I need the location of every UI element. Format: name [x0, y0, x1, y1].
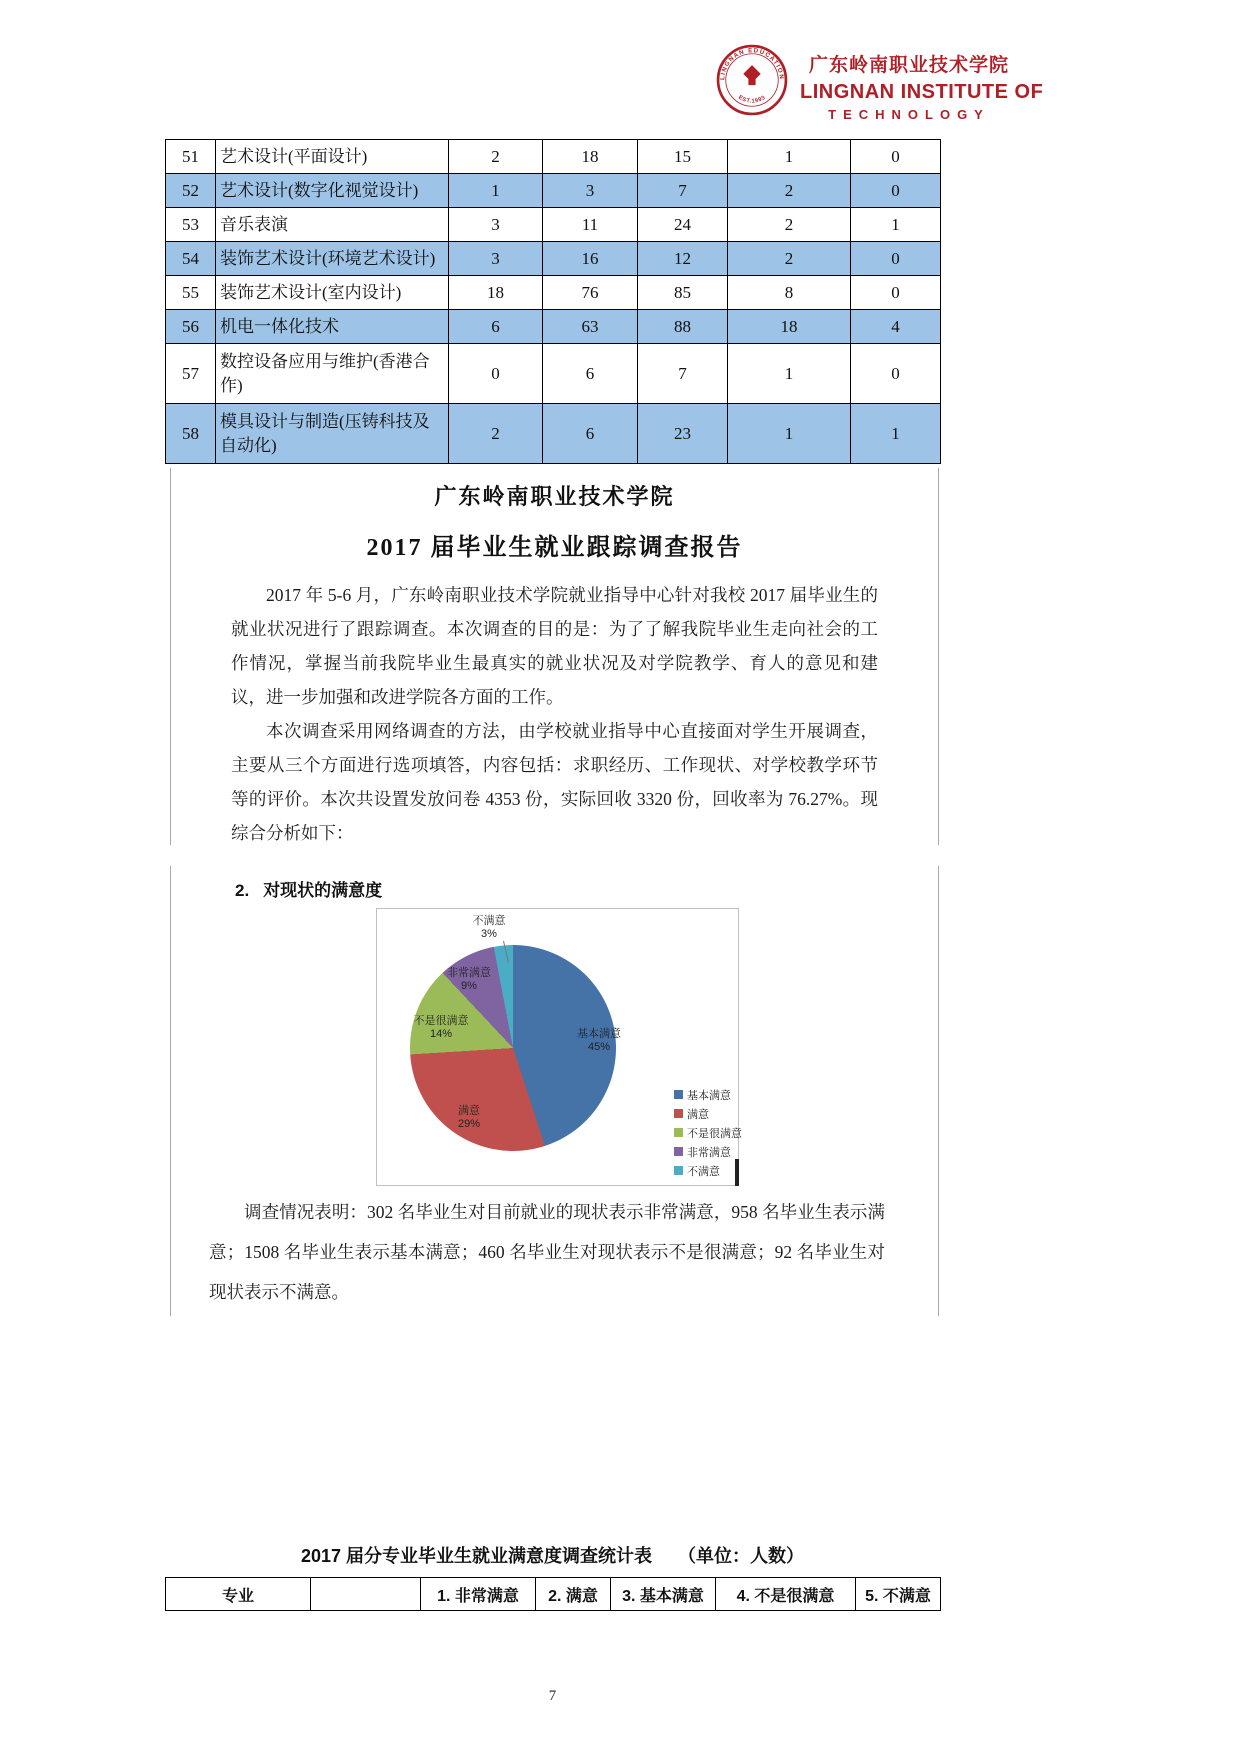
legend-item	[674, 1123, 742, 1142]
value-cell: 15	[638, 140, 728, 174]
value-cell: 1	[728, 344, 851, 404]
col-header-blank	[311, 1578, 421, 1611]
value-cell: 1	[851, 404, 941, 464]
major-name: 数控设备应用与维护(香港合作)	[216, 344, 449, 404]
value-cell: 24	[638, 208, 728, 242]
value-cell: 0	[851, 140, 941, 174]
value-cell: 76	[543, 276, 638, 310]
col-header-major: 专业	[166, 1578, 311, 1611]
pie-label-pct: 29%	[457, 1118, 481, 1130]
value-cell: 18	[543, 140, 638, 174]
value-cell: 4	[851, 310, 941, 344]
value-cell: 8	[728, 276, 851, 310]
legend-swatch	[674, 1090, 683, 1099]
embedded-scrollbar-artifact	[735, 1159, 739, 1186]
value-cell: 2	[728, 242, 851, 276]
report-paragraph-1: 2017 年 5-6 月，广东岭南职业技术学院就业指导中心针对我校 2017 届毕业生的就业状况进行了跟踪调查。本次调查的目的是：为了了解我院毕业生走向社会的工作情况，掌握当前我院毕业生最真实的就业状况及对学院教学、育人的意见和建议，进一步加强和改进学院各方面的工作。	[231, 585, 878, 707]
school-name-block	[800, 50, 1044, 122]
col-header-dissatisfied: 5. 不满意	[856, 1578, 941, 1611]
pie-label-basically-satisfied	[569, 1028, 629, 1054]
table-row	[166, 404, 941, 464]
value-cell: 23	[638, 404, 728, 464]
value-cell: 0	[851, 276, 941, 310]
row-number: 54	[166, 242, 216, 276]
major-name: 装饰艺术设计(环境艺术设计)	[216, 242, 449, 276]
col-header-not-very-satisfied: 4. 不是很满意	[716, 1578, 856, 1611]
chart-legend	[674, 1085, 742, 1180]
value-cell: 1	[449, 174, 543, 208]
value-cell: 6	[543, 404, 638, 464]
legend-label: 不满意	[687, 1165, 720, 1178]
row-number: 55	[166, 276, 216, 310]
table-row	[166, 208, 941, 242]
row-number: 53	[166, 208, 216, 242]
value-cell: 2	[728, 174, 851, 208]
legend-label: 不是很满意	[687, 1127, 742, 1140]
school-seal-logo	[716, 44, 788, 116]
satisfaction-paragraph: 调查情况表明：302 名毕业生对目前就业的现状表示非常满意，958 名毕业生表示满意；1508 名毕业生表示基本满意；460 名毕业生对现状表示不是很满意；92 名毕业生对现状表示不满意。	[209, 1202, 885, 1302]
pie-label-not-very-satisfied	[403, 1015, 479, 1041]
school-name-en-line2: TECHNOLOGY	[828, 107, 990, 122]
major-employment-table	[165, 139, 941, 464]
pie-label-pct: 3%	[481, 928, 497, 940]
value-cell: 2	[728, 208, 851, 242]
table-row	[166, 140, 941, 174]
svg-text:EST.1993	[737, 95, 767, 105]
value-cell: 0	[449, 344, 543, 404]
value-cell: 18	[449, 276, 543, 310]
report-school-title: 广东岭南职业技术学院	[434, 484, 675, 509]
report-intro-box	[170, 468, 939, 845]
major-name: 模具设计与制造(压铸科技及自动化)	[216, 404, 449, 464]
value-cell: 16	[543, 242, 638, 276]
value-cell: 0	[851, 242, 941, 276]
pie-label-dissatisfied	[466, 915, 512, 941]
section-heading	[235, 876, 382, 901]
row-number: 57	[166, 344, 216, 404]
pie-chart-frame	[376, 908, 742, 1186]
table-row	[166, 242, 941, 276]
major-name: 艺术设计(数字化视觉设计)	[216, 174, 449, 208]
table-row	[166, 310, 941, 344]
row-number: 51	[166, 140, 216, 174]
value-cell: 85	[638, 276, 728, 310]
report-paragraph-2: 本次调查采用网络调查的方法，由学校就业指导中心直接面对学生开展调查，主要从三个方面进行选项填答，内容包括：求职经历、工作现状、对学校教学环节等的评价。本次共设置发放问卷 4353 份，实际回收 3320 份，回收率为 76.27%。现综合分析如下：	[231, 721, 878, 843]
school-name-cn: 广东岭南职业技术学院	[808, 55, 1009, 76]
value-cell: 7	[638, 344, 728, 404]
table-row	[166, 174, 941, 208]
value-cell: 2	[449, 404, 543, 464]
satisfaction-table-header	[165, 1577, 941, 1611]
pie-label-satisfied	[449, 1105, 489, 1131]
legend-item	[674, 1085, 742, 1104]
pie-label-text: 非常满意	[447, 967, 491, 979]
pie-label-pct: 9%	[461, 980, 477, 992]
value-cell: 11	[543, 208, 638, 242]
pie-label-very-satisfied	[437, 967, 501, 993]
seal-top-text: LINGNAN EDUCATION	[719, 47, 785, 81]
value-cell: 1	[851, 208, 941, 242]
col-header-satisfied: 2. 满意	[536, 1578, 611, 1611]
page-number: 7	[548, 1688, 557, 1704]
value-cell: 63	[543, 310, 638, 344]
bottom-table-unit: （单位：人数）	[678, 1546, 805, 1566]
pie-label-text: 不是很满意	[413, 1015, 469, 1027]
seal-emblem-icon	[743, 65, 760, 85]
legend-item	[674, 1161, 742, 1180]
row-number: 58	[166, 404, 216, 464]
value-cell: 3	[449, 208, 543, 242]
value-cell: 12	[638, 242, 728, 276]
major-name: 装饰艺术设计(室内设计)	[216, 276, 449, 310]
major-name: 艺术设计(平面设计)	[216, 140, 449, 174]
pie-label-text: 不满意	[472, 915, 506, 927]
satisfaction-section-box	[170, 866, 939, 1316]
legend-label: 基本满意	[687, 1089, 731, 1102]
legend-label: 非常满意	[687, 1146, 731, 1159]
value-cell: 88	[638, 310, 728, 344]
row-number: 52	[166, 174, 216, 208]
legend-swatch	[674, 1109, 683, 1118]
value-cell: 0	[851, 174, 941, 208]
major-name: 机电一体化技术	[216, 310, 449, 344]
legend-item	[674, 1142, 742, 1161]
value-cell: 6	[449, 310, 543, 344]
value-cell: 18	[728, 310, 851, 344]
value-cell: 1	[728, 404, 851, 464]
row-number: 56	[166, 310, 216, 344]
pie-label-pct: 45%	[587, 1041, 611, 1053]
value-cell: 6	[543, 344, 638, 404]
pie-label-pct: 14%	[429, 1028, 453, 1040]
value-cell: 3	[449, 242, 543, 276]
bottom-table-title-text: 2017 届分专业毕业生就业满意度调查统计表	[300, 1546, 653, 1566]
legend-swatch	[674, 1128, 683, 1137]
legend-swatch	[674, 1166, 683, 1175]
legend-swatch	[674, 1147, 683, 1156]
value-cell: 0	[851, 344, 941, 404]
legend-item	[674, 1104, 742, 1123]
section-title: 对现状的满意度	[263, 881, 383, 900]
school-name-en-line1: LINGNAN INSTITUTE OF	[800, 81, 1044, 103]
pie-label-text: 基本满意	[577, 1028, 621, 1040]
col-header-very-satisfied: 1. 非常满意	[421, 1578, 536, 1611]
value-cell: 7	[638, 174, 728, 208]
seal-bottom-text: EST.1993	[737, 94, 767, 105]
header-row	[166, 1578, 941, 1611]
value-cell: 1	[728, 140, 851, 174]
legend-label: 满意	[687, 1108, 709, 1121]
major-name: 音乐表演	[216, 208, 449, 242]
table-row	[166, 344, 941, 404]
value-cell: 3	[543, 174, 638, 208]
bottom-table-title	[165, 1542, 940, 1568]
table-row	[166, 276, 941, 310]
report-title: 2017 届毕业生就业跟踪调查报告	[366, 535, 743, 561]
value-cell: 2	[449, 140, 543, 174]
col-header-basically-satisfied: 3. 基本满意	[611, 1578, 716, 1611]
section-number: 2.	[235, 881, 250, 900]
pie-label-text: 满意	[458, 1105, 480, 1117]
